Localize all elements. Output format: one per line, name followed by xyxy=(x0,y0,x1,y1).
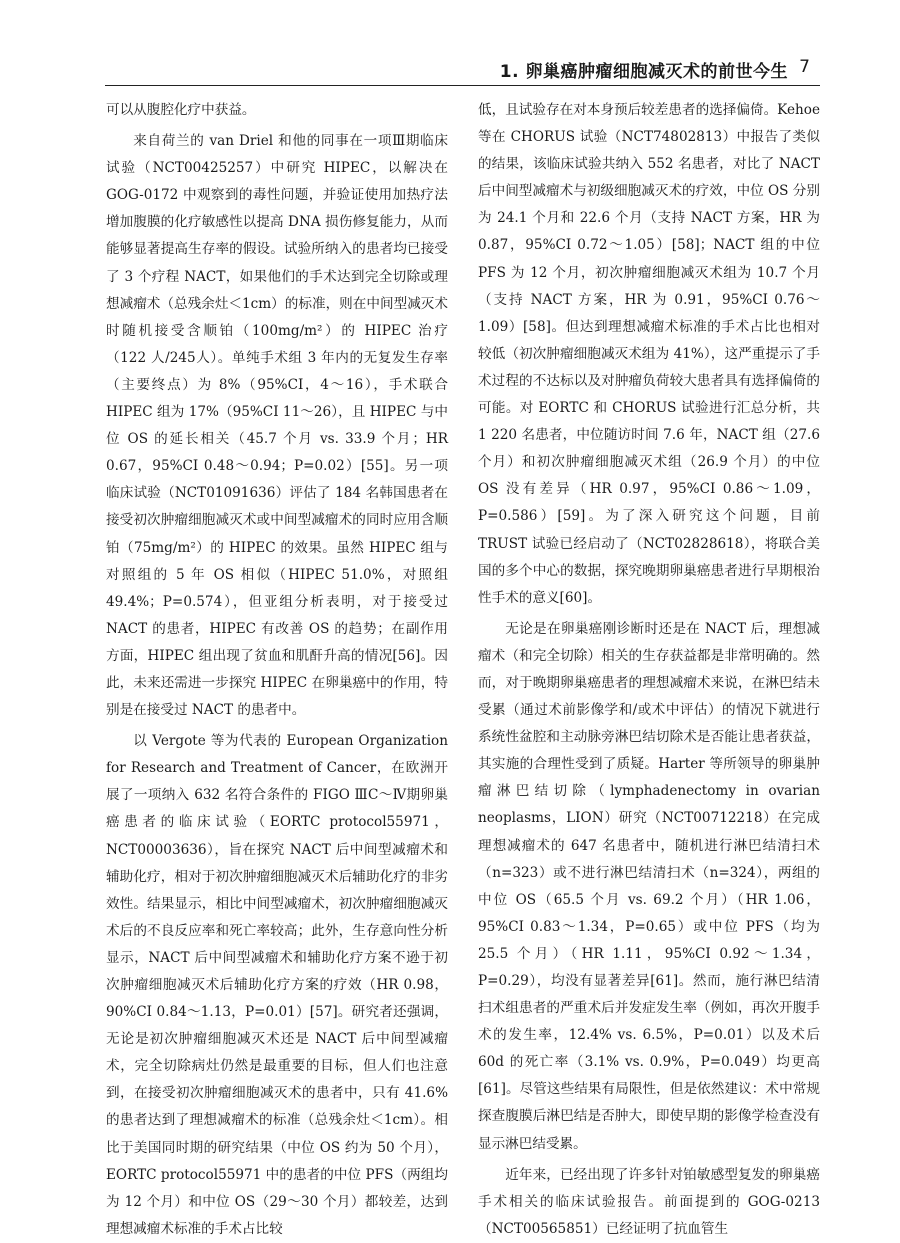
left-column xyxy=(106,97,448,1243)
right-column xyxy=(478,97,820,1243)
running-header xyxy=(0,57,900,81)
paragraph: 低，且试验存在对本身预后较差患者的选择偏倚。Kehoe 等在 CHORUS 试验（NCT74802813）中报告了类似的结果，该临床试验共纳入 552 名患者，对比了 NACT 后中间型减瘤术与初级细胞减灭术的疗效，中位 OS 分别为 24.1 个月和 22.6 个月（支持 NACT 方案，HR 为 0.87，95%CI 0.72～1.05）[58]；NACT 组的中位 PFS 为 12 个月，初次肿瘤细胞减灭术组为 10.7 个月（支持 NACT 方案，HR 为 0.91，95%CI 0.76～1.09）[58]。但达到理想减瘤术标准的手术占比也相对较低（初次肿瘤细胞减灭术组为 41%），这严重提示了手术过程的不达标以及对肿瘤负荷较大患者具有选择偏倚的可能。对 EORTC 和 CHORUS 试验进行汇总分析，共 1 220 名患者，中位随访时间 7.6 年，NACT 组（27.6 个月）和初次肿瘤细胞减灭术组（26.9 个月）的中位 OS 没有差异（HR 0.97，95%CI 0.86～1.09，P=0.586）[59]。为了深入研究这个问题，目前 TRUST 试验已经启动了（NCT02828618），将联合美国的多个中心的数据，探究晚期卵巢癌患者进行早期根治性手术的意义[60]。 xyxy=(478,102,820,606)
paragraph: 无论是在卵巢癌刚诊断时还是在 NACT 后，理想减瘤术（和完全切除）相关的生存获益都是非常明确的。然而，对于晚期卵巢癌患者的理想减瘤术来说，在淋巴结未受累（通过术前影像学和/或术中评估）的情况下就进行系统性盆腔和主动脉旁淋巴结切除术是否能让患者获益，其实施的合理性受到了质疑。Harter 等所领导的卵巢肿瘤淋巴结切除（lymphadenectomy in ovarian neoplasms，LION）研究（NCT00712218）在完成理想减瘤术的 647 名患者中，随机进行淋巴结清扫术（n=323）或不进行淋巴结清扫术（n=324），两组的中位 OS（65.5 个月 vs. 69.2 个月）（HR 1.06，95%CI 0.83～1.34，P=0.65）或中位 PFS（均为 25.5 个月）（HR 1.11，95%CI 0.92～1.34，P=0.29），均没有显著差异[61]。然而，施行淋巴结清扫术组患者的严重术后并发症发生率（例如，再次开腹手术的发生率，12.4% vs. 6.5%，P=0.01）以及术后 60d 的死亡率（3.1% vs. 0.9%，P=0.049）均更高[61]。尽管这些结果有局限性，但是依然建议：术中常规探查腹膜后淋巴结是否肿大，即使早期的影像学检查没有显示淋巴结受累。 xyxy=(478,620,820,1152)
paragraph: 近年来，已经出现了许多针对铂敏感型复发的卵巢癌手术相关的临床试验报告。前面提到的 GOG-0213（NCT00565851）已经证明了抗血管生 xyxy=(478,1166,820,1237)
paragraph: 可以从腹腔化疗中获益。 xyxy=(106,102,256,118)
header-rule xyxy=(105,85,820,86)
paragraph: 以 Vergote 等为代表的 European Organization for Research and Treatment of Cancer，在欧洲开展了一项纳入 632 名符合条件的 FIGO ⅢC～Ⅳ期卵巢癌患者的临床试验（EORTC protocol55971，NCT00003636），旨在探究 NACT 后中间型减瘤术和辅助化疗，相对于初次肿瘤细胞减灭术后辅助化疗的非劣效性。结果显示，相比中间型减瘤术，初次肿瘤细胞减灭术后的不良反应率和死亡率较高；此外，生存意向性分析显示，NACT 后中间型减瘤术和辅助化疗方案不逊于初次肿瘤细胞减灭术后辅助化疗方案的疗效（HR 0.98，90%CI 0.84～1.13，P=0.01）[57]。研究者还强调，无论是初次肿瘤细胞减灭术还是 NACT 后中间型减瘤术，完全切除病灶仍然是最重要的目标，但人们也注意到，在接受初次肿瘤细胞减灭术的患者中，只有 41.6% 的患者达到了理想减瘤术的标准（总残余灶＜1cm）。相比于美国同时期的研究结果（中位 OS 约为 50 个月），EORTC protocol55971 中的患者的中位 PFS（两组均为 12 个月）和中位 OS（29～30 个月）都较差，达到理想减瘤术标准的手术占比较 xyxy=(106,733,448,1237)
paragraph: 来自荷兰的 van Driel 和他的同事在一项Ⅲ期临床试验（NCT00425257）中研究 HIPEC，以解决在 GOG-0172 中观察到的毒性问题，并验证使用加热疗法增加腹膜的化疗敏感性以提高 DNA 损伤修复能力，从而能够显著提高生存率的假设。试验所纳入的患者均已接受了 3 个疗程 NACT，如果他们的手术达到完全切除或理想减瘤术（总残余灶＜1cm）的标准，则在中间型减灭术时随机接受含顺铂（100mg/m²）的 HIPEC 治疗（122 人/245人）。单纯手术组 3 年内的无复发生存率（主要终点）为 8%（95%CI，4～16），手术联合 HIPEC 组为 17%（95%CI 11～26），且 HIPEC 与中位 OS 的延长相关（45.7 个月 vs. 33.9 个月；HR 0.67，95%CI 0.48～0.94；P=0.02）[55]。另一项临床试验（NCT01091636）评估了 184 名韩国患者在接受初次肿瘤细胞减灭术或中间型减瘤术的同时应用含顺铂（75mg/m²）的 HIPEC 的效果。虽然 HIPEC 组与对照组的 5 年 OS 相似（HIPEC 51.0%，对照组 49.4%；P=0.574），但亚组分析表明，对于接受过 NACT 的患者，HIPEC 有改善 OS 的趋势；在副作用方面，HIPEC 组出现了贫血和肌酐升高的情况[56]。因此，未来还需进一步探究 HIPEC 在卵巢癌中的作用，特别是在接受过 NACT 的患者中。 xyxy=(106,133,448,719)
page-number: 7 xyxy=(799,57,810,77)
chapter-title: 1. 卵巢癌肿瘤细胞减灭术的前世今生 xyxy=(499,62,788,82)
